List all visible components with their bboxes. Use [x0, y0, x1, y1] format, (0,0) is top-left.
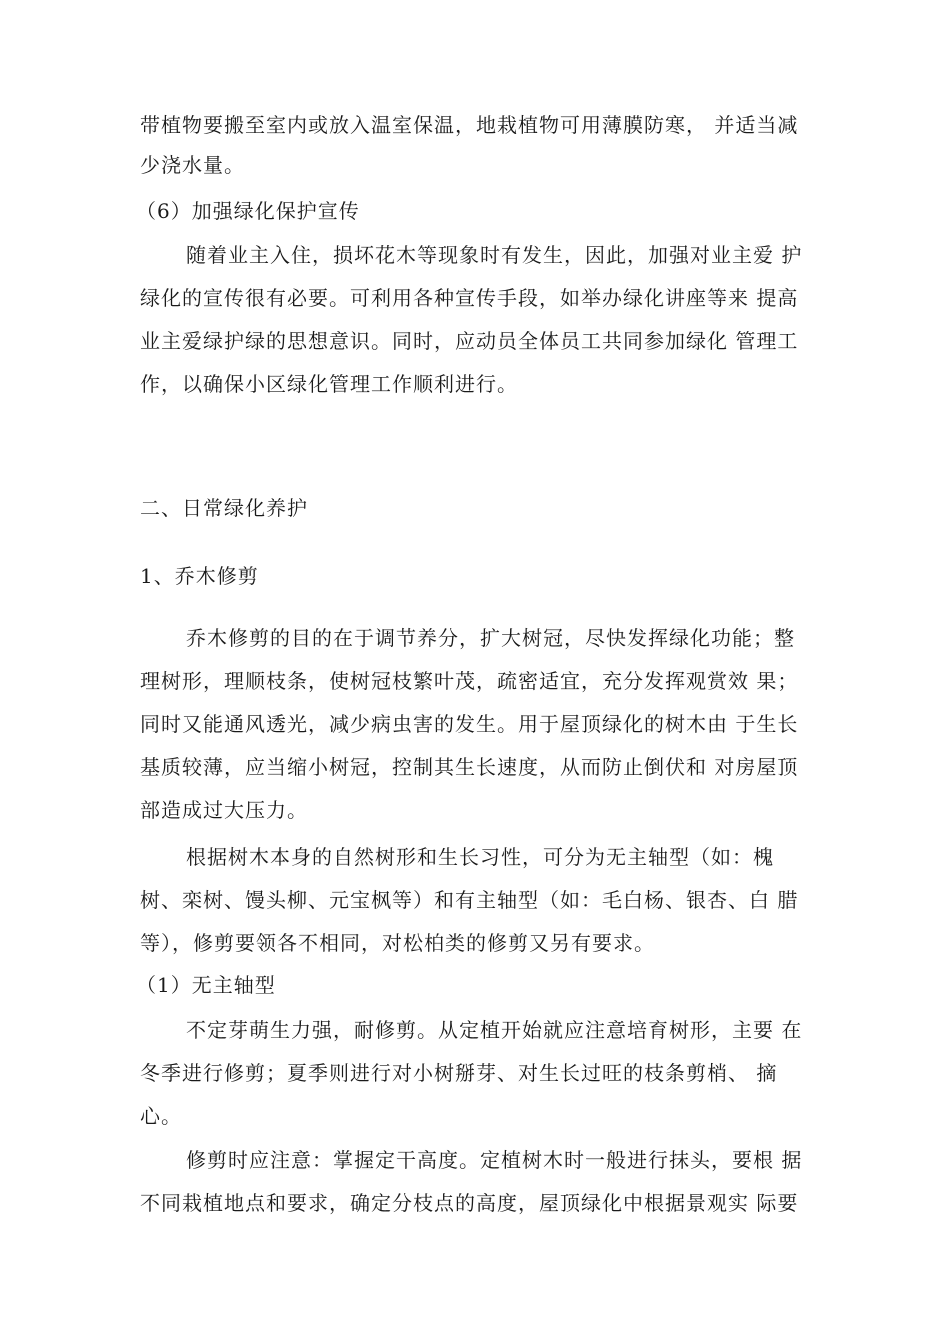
paragraph-line: 冬季进行修剪；夏季则进行对小树掰芽、对生长过旺的枝条剪梢、 摘: [140, 1061, 778, 1085]
paragraph-line: 绿化的宣传很有必要。可利用各种宣传手段，如举办绿化讲座等来 提高: [140, 286, 799, 310]
section-heading-tree-pruning: 1、乔木修剪: [140, 564, 259, 588]
paragraph-line: 根据树木本身的自然树形和生长习性，可分为无主轴型（如：槐: [186, 845, 774, 869]
paragraph-line: 理树形，理顺枝条，使树冠枝繁叶茂，疏密适宜，充分发挥观赏效 果；: [140, 669, 799, 693]
paragraph-line: 带植物要搬至室内或放入温室保温，地栽植物可用薄膜防寒， 并适当减: [140, 113, 799, 137]
subheading-no-main-axis: （1）无主轴型: [136, 973, 276, 997]
paragraph-line: 修剪时应注意：掌握定干高度。定植树木时一般进行抹头，要根 据: [186, 1148, 803, 1172]
paragraph-line: 乔木修剪的目的在于调节养分，扩大树冠，尽快发挥绿化功能；整: [186, 626, 795, 650]
paragraph-line: 同时又能通风透光，减少病虫害的发生。用于屋顶绿化的树木由 于生长: [140, 712, 799, 736]
paragraph-line: 基质较薄，应当缩小树冠，控制其生长速度，从而防止倒伏和 对房屋顶: [140, 755, 799, 779]
paragraph-line: 少浇水量。: [140, 153, 245, 177]
paragraph-line: 业主爱绿护绿的思想意识。同时，应动员全体员工共同参加绿化 管理工: [140, 329, 799, 353]
paragraph-line: 部造成过大压力。: [140, 798, 308, 822]
paragraph-line: 随着业主入住，损坏花木等现象时有发生，因此，加强对业主爱 护: [186, 243, 803, 267]
paragraph-line: 树、栾树、馒头柳、元宝枫等）和有主轴型（如：毛白杨、银杏、白 腊: [140, 888, 799, 912]
paragraph-line: 心。: [140, 1104, 182, 1128]
paragraph-line: 不同栽植地点和要求，确定分枝点的高度，屋顶绿化中根据景观实 际要: [140, 1191, 799, 1215]
paragraph-line: 作，以确保小区绿化管理工作顺利进行。: [140, 372, 518, 396]
section-heading-daily-maintenance: 二、日常绿化养护: [140, 496, 308, 520]
subheading-greening-promotion: （6）加强绿化保护宣传: [136, 199, 360, 223]
paragraph-line: 不定芽萌生力强，耐修剪。从定植开始就应注意培育树形，主要 在: [186, 1018, 803, 1042]
paragraph-line: 等），修剪要领各不相同，对松柏类的修剪又另有要求。: [140, 931, 655, 955]
